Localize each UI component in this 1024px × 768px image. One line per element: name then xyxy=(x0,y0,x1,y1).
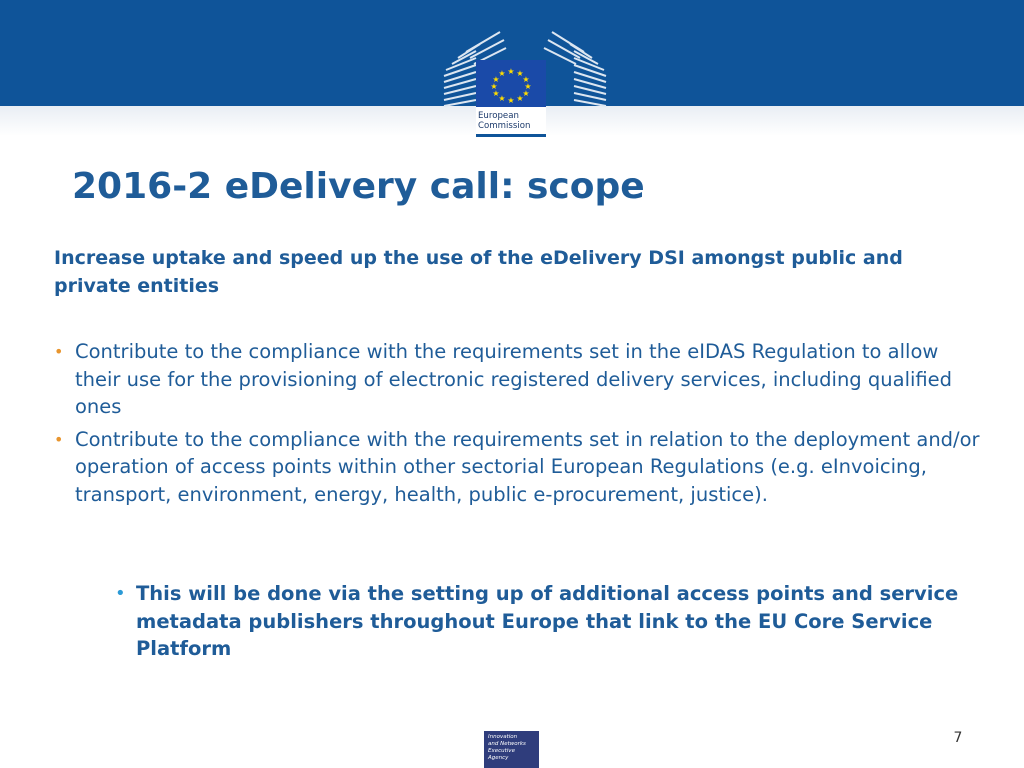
svg-text:★: ★ xyxy=(522,75,530,84)
slide-title: 2016-2 eDelivery call: scope xyxy=(72,166,645,207)
bullet-item xyxy=(54,426,984,509)
sub-bullet-item xyxy=(115,580,975,663)
svg-text:★: ★ xyxy=(516,94,524,103)
sub-bullet-text: This will be done via the setting up of additional access points and service metadata publishers throughout Europe that link to the EU Core Service Platform xyxy=(136,582,959,660)
bullet-text: Contribute to the compliance with the requirements set in relation to the deployment and/or operation of access points within other sectorial European Regulations (e.g. eInvoicing, transport, environment, energy, health, public e-procurement, justice). xyxy=(75,427,980,506)
european-commission-label xyxy=(476,107,546,135)
svg-text:★: ★ xyxy=(492,75,500,84)
bullet-item xyxy=(54,338,984,421)
bullet-marker-icon: • xyxy=(54,429,64,449)
slide-subtitle: Increase uptake and speed up the use of the eDelivery DSI amongst public and private entities xyxy=(54,247,903,297)
sub-bullet-marker-icon: • xyxy=(115,583,126,604)
svg-text:★: ★ xyxy=(490,82,498,91)
svg-text:★: ★ xyxy=(498,69,506,78)
svg-text:★: ★ xyxy=(524,82,532,91)
svg-text:★: ★ xyxy=(492,89,500,98)
svg-text:★: ★ xyxy=(507,67,515,76)
inea-logo-line3: Executive Agency xyxy=(488,748,515,761)
ec-label-line1: European xyxy=(478,111,519,121)
svg-text:★: ★ xyxy=(498,94,506,103)
inea-logo xyxy=(484,731,539,768)
inea-logo-line2: and Networks xyxy=(488,741,526,747)
ec-label-underline xyxy=(476,134,546,137)
bullet-marker-icon: • xyxy=(54,342,64,361)
ec-label-line2: Commission xyxy=(478,121,531,131)
bullet-list xyxy=(54,338,984,513)
svg-text:★: ★ xyxy=(516,69,524,78)
inea-logo-line1: Innovation xyxy=(488,734,518,740)
sub-bullet-list xyxy=(115,580,975,663)
svg-text:★: ★ xyxy=(522,89,530,98)
page-number: 7 xyxy=(953,730,963,746)
bullet-text: Contribute to the compliance with the requirements set in the eIDAS Regulation to allow their use for the provisioning of electronic registered delivery services, including qualified ones xyxy=(75,340,953,418)
svg-text:★: ★ xyxy=(507,96,515,105)
